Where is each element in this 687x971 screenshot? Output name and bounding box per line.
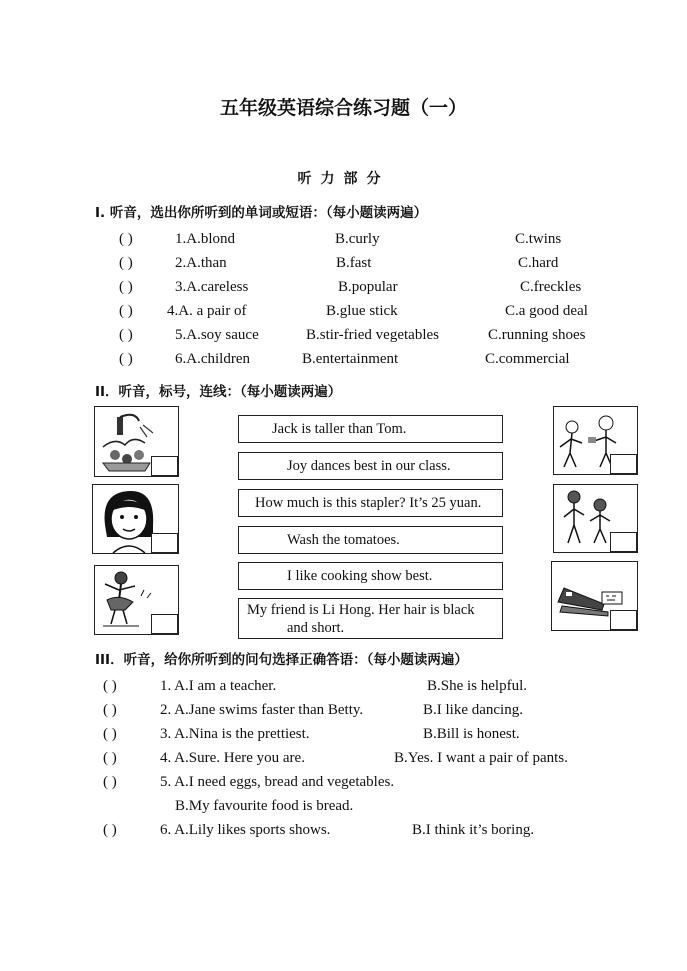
picture-washing-tomatoes [94,406,179,477]
answer-blank[interactable]: ( ) [103,774,117,790]
answer-blank[interactable]: ( ) [103,726,117,742]
option-b: B.My favourite food is bread. [175,798,354,814]
option-c: C.commercial [485,351,570,367]
sentence-box[interactable] [238,415,503,443]
answer-blank[interactable]: ( ) [119,231,133,247]
option-a: 2.A.than [175,255,227,271]
option-c: C.freckles [520,279,582,295]
option-b: B.She is helpful. [427,678,527,694]
option-a: 4. A.Sure. Here you are. [160,750,305,766]
option-c: C.a good deal [505,303,588,319]
option-a: 2. A.Jane swims faster than Betty. [160,702,364,718]
option-b: B.entertainment [302,351,399,367]
part-label: 听力部分 [297,171,390,187]
sentence-box[interactable] [238,526,503,554]
option-b: B.curly [335,231,380,247]
sentence-text: Joy dances best in our class. [287,458,451,474]
sentence-text: Jack is taller than Tom. [272,421,407,437]
option-b: B.Yes. I want a pair of pants. [394,750,568,766]
option-c: C.running shoes [488,327,586,343]
answer-blank[interactable]: ( ) [119,279,133,295]
label-box[interactable] [151,533,178,553]
option-a: 6. A.Lily likes sports shows. [160,822,331,838]
option-b: B.popular [338,279,398,295]
sentence-text-continued: and short. [287,620,345,636]
picture-dancer [94,565,179,635]
label-box[interactable] [610,532,637,552]
label-box[interactable] [610,454,637,474]
option-c: C.twins [515,231,562,247]
sentence-box[interactable] [238,452,503,480]
sentence-box[interactable] [238,598,503,639]
option-b: B.fast [336,255,372,271]
sentence-box[interactable] [238,489,503,517]
answer-blank[interactable]: ( ) [119,255,133,271]
section1-heading: I. 听音，选出你所听到的单词或短语：（每小题读两遍） [95,205,428,221]
option-b: B.stir-fried vegetables [306,327,439,343]
answer-blank[interactable]: ( ) [103,678,117,694]
label-box[interactable] [151,614,178,634]
option-a: 3.A.careless [175,279,249,295]
label-box[interactable] [151,456,178,476]
option-b: B.Bill is honest. [423,726,520,742]
option-b: B.I like dancing. [423,702,523,718]
answer-blank[interactable]: ( ) [103,822,117,838]
option-a: 1.A.blond [175,231,235,247]
sentence-text: How much is this stapler? It’s 25 yuan. [255,495,482,511]
option-b: B.glue stick [326,303,398,319]
option-a: 4.A. a pair of [167,303,247,319]
option-a: 1. A.I am a teacher. [160,678,277,694]
sentence-text: I like cooking show best. [287,568,433,584]
answer-blank[interactable]: ( ) [103,702,117,718]
picture-girl [92,484,179,554]
picture-stapler [551,561,638,631]
answer-blank[interactable]: ( ) [119,303,133,319]
option-b: B.I think it’s boring. [412,822,535,838]
sentence-box[interactable] [238,562,503,590]
sentence-text: My friend is Li Hong. Her hair is black [247,602,475,618]
picture-shopping [553,406,638,475]
option-c: C.hard [518,255,559,271]
option-a: 5. A.I need eggs, bread and vegetables. [160,774,395,790]
label-box[interactable] [610,610,637,630]
sentence-text: Wash the tomatoes. [287,532,400,548]
answer-blank[interactable]: ( ) [119,327,133,343]
picture-two-boys [553,484,638,553]
section3-heading: III．听音，给你所听到的问句选择正确答语：（每小题读两遍） [95,652,468,668]
option-a: 5.A.soy sauce [175,327,259,343]
section2-heading: II．听音，标号，连线：（每小题读两遍） [95,384,342,400]
answer-blank[interactable]: ( ) [103,750,117,766]
option-a: 3. A.Nina is the prettiest. [160,726,310,742]
answer-blank[interactable]: ( ) [119,351,133,367]
option-a: 6.A.children [175,351,250,367]
page-title: 五年级英语综合练习题（一） [219,97,467,119]
